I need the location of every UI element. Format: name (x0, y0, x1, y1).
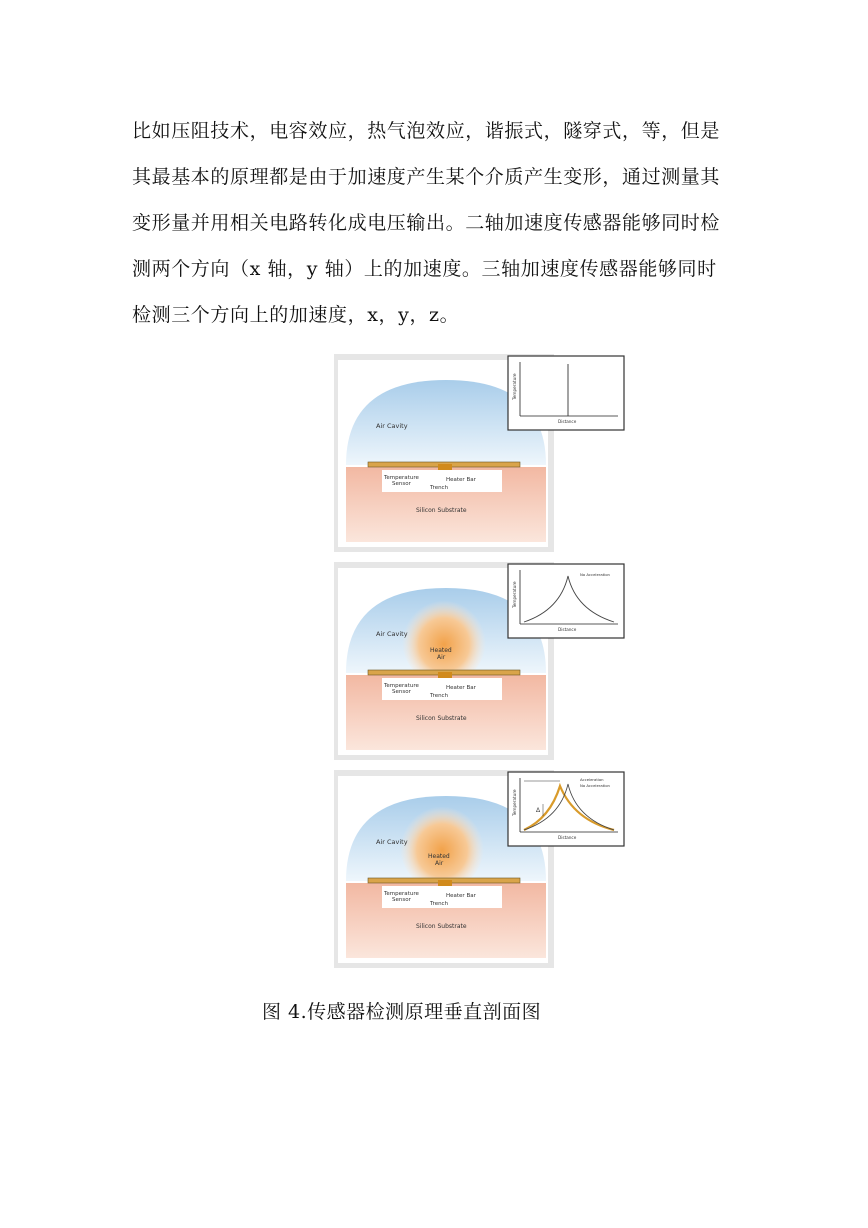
figure-caption: 图 4.传感器检测原理垂直剖面图 (262, 1001, 542, 1023)
trench-label: Trench (430, 693, 449, 699)
graph-x-label: Distance (558, 627, 577, 632)
paragraph-line: 检测三个方向上的加速度，x，y，z。 (132, 304, 460, 326)
heater-bar (438, 464, 452, 471)
silicon-substrate-label: Silicon Substrate (416, 507, 467, 514)
paragraph-line: 变形量并用相关电路转化成电压输出。二轴加速度传感器能够同时检 (132, 212, 721, 234)
heater-bar (438, 880, 452, 887)
no-acceleration-label: No Acceleration (580, 572, 610, 577)
heated-air-label: Heated (430, 647, 452, 654)
paragraph-line: 比如压阻技术，电容效应，热气泡效应，谐振式，隧穿式，等，但是 (132, 120, 721, 142)
delta-label: Δ (536, 807, 541, 814)
temperature-sensor-label: Sensor (392, 481, 411, 487)
temperature-sensor-label: Temperature (384, 891, 419, 897)
no-acceleration-label: No Acceleration (580, 783, 610, 788)
heater-bar (438, 672, 452, 679)
air-cavity-label: Air Cavity (376, 422, 408, 430)
graph-y-label: Temperature (512, 581, 517, 608)
graph-y-label: Temperature (512, 789, 517, 816)
silicon-substrate-label: Silicon Substrate (416, 715, 467, 722)
heater-bar-label: Heater Bar (446, 685, 476, 691)
temperature-sensor-label: Sensor (392, 689, 411, 695)
trench-label: Trench (430, 485, 449, 491)
panel-accelerated (334, 768, 634, 968)
heated-air-label: Air (435, 860, 444, 867)
heated-air (400, 802, 484, 890)
air-cavity-label: Air Cavity (376, 630, 408, 638)
panel-heated (334, 560, 634, 760)
body-paragraph (132, 108, 752, 338)
heater-bar-label: Heater Bar (446, 893, 476, 899)
acceleration-label: Acceleration (580, 777, 604, 782)
temperature-sensor-label: Temperature (384, 683, 419, 689)
graph-x-label: Distance (558, 419, 577, 424)
paragraph-line: 测两个方向（x 轴，y 轴）上的加速度。三轴加速度传感器能够同时 (132, 258, 717, 280)
temperature-sensor-label: Temperature (384, 475, 419, 481)
heater-bar-label: Heater Bar (446, 477, 476, 483)
heated-air-label: Air (437, 654, 446, 661)
air-cavity-label: Air Cavity (376, 838, 408, 846)
heated-air-label: Heated (428, 853, 450, 860)
silicon-substrate-label: Silicon Substrate (416, 923, 467, 930)
paragraph-line: 其最基本的原理都是由于加速度产生某个介质产生变形，通过测量其 (132, 166, 721, 188)
graph-y-label: Temperature (512, 373, 517, 400)
trench-label: Trench (430, 901, 449, 907)
graph-x-label: Distance (558, 835, 577, 840)
panel-idle (334, 352, 634, 552)
temperature-sensor-label: Sensor (392, 897, 411, 903)
